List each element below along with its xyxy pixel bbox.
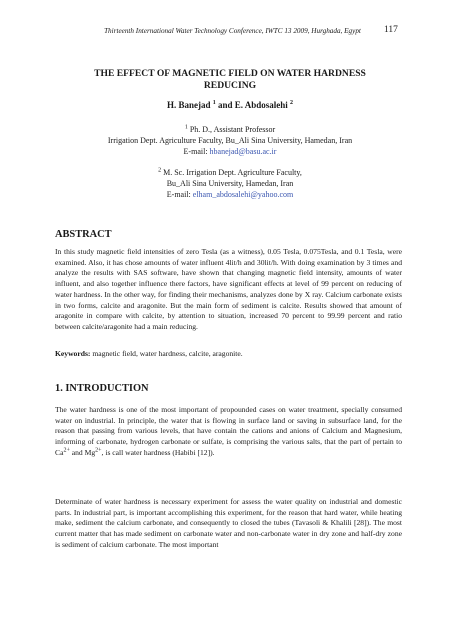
title-line-1: THE EFFECT OF MAGNETIC FIELD ON WATER HARDNESS: [94, 68, 366, 79]
affiliation-1-dept: Irrigation Dept. Agriculture Faculty, Bu_Ali Sina University, Hamedan, Iran: [107, 135, 353, 145]
intro-p1-sup-1: 2+: [63, 447, 70, 454]
keywords-line: [55, 349, 402, 360]
paper-title: [60, 68, 400, 92]
abstract-heading: ABSTRACT: [55, 229, 112, 240]
affiliation-2: [60, 168, 400, 200]
author-conjunction: and: [215, 100, 235, 110]
intro-p1-part-b: and Mg: [69, 447, 96, 457]
page-number: 117: [384, 25, 398, 35]
title-line-2: REDUCING: [203, 80, 257, 91]
author-2: E. Abdosalehi: [234, 100, 288, 110]
author-2-sup: 2: [290, 100, 294, 106]
introduction-heading: 1. INTRODUCTION: [55, 383, 149, 394]
author-list: [60, 100, 400, 110]
introduction-paragraph-2: Determinate of water hardness is necessary experiment for assess the water quality on industrial and domestic parts. In industrial part, is important accomplishing this experiment, for the reason that hard water, while heating make, sediment the calcium carbonate, and consequently to closed the tubes (Tavasoli & Khalili [28]). The most current matter that has made sediment on carbonate water and non-carbonate water in dry zone and half-dry zone is sediment of calcium carbonate. The most important: [55, 497, 402, 549]
affiliation-1: [60, 125, 400, 157]
affiliation-1-email-link[interactable]: hbanejad@basu.ac.ir: [209, 146, 277, 156]
keywords-list: magnetic field, water hardness, calcite, aragonite.: [90, 349, 243, 358]
introduction-paragraph-1: [55, 405, 402, 459]
affiliation-1-title: Ph. D., Assistant Professor: [187, 125, 276, 134]
intro-p1-part-a: The water hardness is one of the most important of propounded cases on water treatment, specially consumed water on industrial. In principle, the water that is flowing in surface land or saving in subsurface land, for the reason that passing from various levels, that have contain the cations and anions of Calcium and Magnesium, informing of carbonate, hydrogen carbonate or sulfate, is comprising the various salts, that the part of pertain to Ca: [55, 405, 402, 457]
running-header: Thirteenth International Water Technology Conference, IWTC 13 2009, Hurghada, Egypt: [104, 27, 361, 35]
affiliation-2-email-link[interactable]: elham_abdosalehi@yahoo.com: [192, 189, 294, 199]
affiliation-2-email-label: E-mail:: [166, 189, 193, 199]
affiliation-2-sup: 2: [158, 167, 162, 174]
author-1-sup: 1: [212, 100, 216, 106]
affiliation-2-dept: Bu_Ali Sina University, Hamedan, Iran: [166, 178, 294, 188]
intro-p1-sup-2: 2+: [95, 447, 102, 454]
affiliation-2-title: M. Sc. Irrigation Dept. Agriculture Faculty,: [161, 168, 302, 177]
affiliation-1-email-label: E-mail:: [183, 146, 210, 156]
author-1: H. Banejad: [166, 100, 211, 110]
intro-p1-part-c: , is call water hardness (Habibi [12]).: [101, 447, 215, 457]
keywords-label: Keywords:: [55, 349, 91, 358]
abstract-text: In this study magnetic field intensities of zero Tesla (as a witness), 0.05 Tesla, 0.075Tesla, and 0.1 Tesla, were examined. Also, it has chose amounts of water influent 4lit/h and 30lit/h. With doing examination by 3 times and analyze the results with SAS software, have shown that changing magnetic field intensity, amounts of water influent, and also together influence there factors, have significant effects at level of 99 percent on reducing of water hardness. In the other way, for finding their mechanisms, analyzes done by X ray. Calcium carbonate exists in two forms, calcite and aragonite. But the main form of sediment is calcite. Results showed that amount of aragonite in compare with calcite, by attention to situation, increased 70 percent to 99.99 percent and ratio between calcite/aragonite had a main reducing.: [55, 247, 402, 331]
affiliation-1-sup: 1: [184, 124, 188, 131]
